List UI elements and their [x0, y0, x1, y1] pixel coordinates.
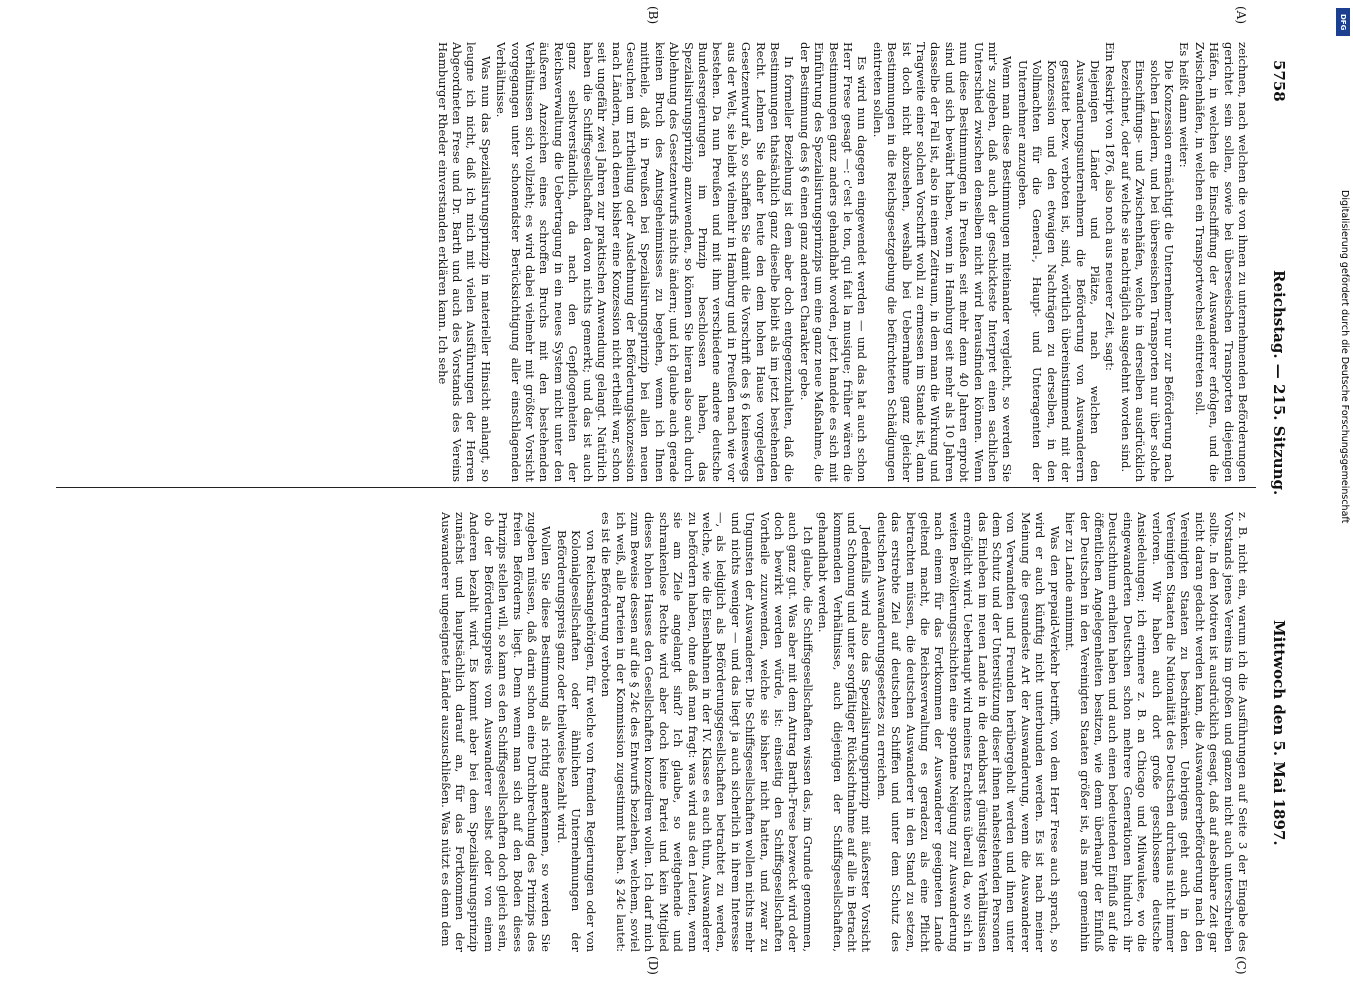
- margin-marker-a: (A): [1234, 6, 1248, 25]
- running-header: [1260, 60, 1288, 940]
- paragraph: Es heißt dann weiter:: [1177, 42, 1192, 168]
- dfg-logo: DFG: [1336, 8, 1350, 36]
- header-right-title: Mittwoch den 5. Mai 1897.: [1270, 620, 1288, 846]
- column-divider: [56, 487, 1256, 488]
- right-text-column: [60, 512, 1250, 952]
- paragraph: Ein Reskript von 1876, also noch aus neuerer Zeit, sagt:: [1103, 42, 1118, 371]
- paragraph: In formeller Beziehung ist dem aber doch entgegenzuhalten, daß die Bestimmungen thatsächlich ganz dieselbe bleibt als im jetzt bestehenden Recht. Lehnen Sie daher heute den dem hohen Hause vorgelegten Gesetzentwurf ab, so schaffen Sie damit die Vorschrift des § 6 keineswegs aus der Welt, sie bleibt vielmehr in Hamburg und in Preußen nach wie vor bestehen. Da nun Preußen und mit ihm verschiedene andere deutsche Bundesregierungen im Prinzip beschlossen haben, das Spezialisirungsprinzip anzuwenden, so können Sie hieran also auch durch Ablehnung des Gesetzentwurfs nichts ändern; und ich glaube auch gerade keinen Bruch des Amtsgeheimnisses zu begehen, wenn ich Ihnen mittheile, daß in Preußen bei Spezialisirungsprinzip bei allen neuen Gesuchen um Ertheilung oder Ausdehnung der Beförderungskonzession nach Ländern, nach denen bisher eine Konzession nicht ertheilt war, schon seit ungefähr zwei Jahren zur praktischen Anwendung gelangt. Natürlich haben die Schiffsgesellschaften davon nichts gemerkt; und das ist auch ganz selbstverständlich, da nach den Gepflogenheiten der Reichsverwaltung die Uebertragung in ein neues System nicht unter den äußeren Anzeichen eines schroffen Bruchs mit den bestehenden Verhältnissen sich vollzieht; es wird dabei vielmehr mit größter Vorsicht vorgegangen unter schonendster Berücksichtigung aller einschlagenden Verhältnisse.: [494, 42, 797, 482]
- paragraph: Was nun das Spezialisirungsprinzip in materieller Hinsicht anlangt, so leugne ich nicht, daß ich mich mit vielen Ausführungen der Herren Abgeordneten Frese und Dr. Barth und auch des Vorstands des Vereins Hamburger Rheder einverstanden erklären kann. Ich sehe: [435, 42, 493, 482]
- page-number: 5758: [1270, 60, 1288, 102]
- credit-text: Digitalisierung gefördert durch die Deutsche Forschungsgemeinschaft: [1339, 190, 1350, 524]
- margin-marker-b: (B): [646, 6, 660, 25]
- quoted-paragraph: von Reichsangehörigen, für welche von fremden Regierungen oder von Kolonialgesellschaften oder ähnlichen Unternehmungen der Beförderungspreis ganz oder theilweise bezahlt wird.: [554, 530, 598, 952]
- paragraph: z. B. nicht ein, warum ich die Ausführungen auf Seite 3 der Eingabe des Vorstands jenes Vereins im großen und ganzen nicht auch unterschreiben sollte. In den Motiven ist ausdrücklich gesagt, daß auf absehbare Zeit gar nicht daran gedacht werden kann, die Auswandererbeförderung nach den Vereinigten Staaten zu beschränken. Uebrigens geht auch in den Vereinigten Staaten die Nationalität des Deutschen durchaus nicht immer verloren. Wir haben auch dort große geschlossene deutsche Ansiedelungen; ich erinnere z. B. an Chicago und Milwaukee, wo die eingewanderten Deutschen schon mehrere Generationen hindurch ihr Deutschthum erhalten haben und auch einen bedeutenden Einfluß auf die öffentlichen Angelegenheiten besitzen, wie denn überhaupt der Einfluß der Deutschen in den Vereinigten Staaten größer ist, als man gemeinhin hier zu Lande annimmt.: [1063, 512, 1250, 952]
- quoted-paragraph: Die Konzession ermächtigt die Unternehmer nur zur Beförderung nach solchen Ländern, und bei überseeischen Transporten nur über solche Einschiffungs- und Zwischenhäfen, welche in derselben ausdrücklich bezeichnet, oder auf welche sie nachträglich ausgedehnt worden sind.: [1118, 60, 1176, 482]
- quoted-paragraph: Diejenigen Länder und Plätze, nach welchen den Auswanderungsunternehmern die Beförderung von Auswanderern gestattet bezw. verboten ist, sind, wörtlich übereinstimmend mit der Konzession und den etwaigen Nachträgen zu derselben, in den Vollmachten für die General-, Haupt- und Unteragenten der Unternehmer anzugeben.: [1015, 60, 1102, 482]
- paragraph: Wenn man diese Bestimmungen miteinander vergleicht, so werden Sie mir's zugeben, daß auch der geschickteste Interpret einen sachlichen Unterschied zwischen denselben nicht wird herausfinden können. Wenn nun diese Bestimmungen in Preußen seit mehr denn 40 Jahren erprobt sind und sich bewährt haben, wenn in Hamburg seit mehr als 10 Jahren dasselbe der Fall ist, also in einem Zeitraum, in dem man die Wirkung und Tragweite einer solchen Vorschrift wohl zu ermessen im Stande ist, dann ist doch nicht abzusehen, weshalb bei Uebernahme ganz gleicher Bestimmungen in die Reichsgesetzgebung die befürchteten Schädigungen eintreten sollen.: [870, 42, 1015, 482]
- left-text-column: [60, 42, 1250, 482]
- paragraph: Was den prepaid-Verkehr betrifft, von dem Herr Frese auch sprach, so wird er auch künftig nicht unterbunden werden. Es ist nach meiner Meinung die gesundeste Art der Auswanderung, wenn die Auswanderer von Verwandten und Freunden herübergeholt werden und ihnen unter dem Schutz und der Unterstützung dieser ihnen nahestehenden Personen das Einleben im neuen Lande in die denkbarst günstigsten Verhältnissen ermöglicht wird. Ueberhaupt wird meines Erachtens überall da, wo sich in weiten Bevölkerungsschichten eine spontane Neigung zur Auswanderung nach einem für das Fortkommen der Auswanderer geeigneten Lande geltend macht, die Reichsverwaltung es geradezu als eine Pflicht betrachten müssen, die deutschen Auswanderer in den Stand zu setzen, das erstrebte Ziel auf deutschen Schiffen und unter dem Schutz des deutschen Auswanderungsgesetzes zu erreichen.: [874, 512, 1062, 952]
- margin-marker-c: (C): [1234, 956, 1248, 975]
- header-left-title: Reichstag. — 215. Sitzung.: [1270, 270, 1288, 496]
- paragraph: Ich glaube, die Schiffsgesellschaften wissen das, im Grunde genommen, auch ganz gut. Was aber mit dem Antrag Barth-Frese bezweckt wird oder doch bewirkt werden würde, ist: einseitig den Schiffsgesellschaften Vortheile zuzuwenden, welche sie bisher nicht hatten, und zwar zu Ungunsten der Auswanderer. Die Schiffsgesellschaften wollen nichts mehr und nichts weniger — und das liegt ja auch sicherlich in ihrem Interesse —, als lediglich als Beförderungsgesellschaften betrachtet zu werden, welche, wie die Eisenbahnen in der IV. Klasse es auch thun, Auswanderer zu befördern haben, ohne daß man fragt: was wird aus den Leuten, wenn sie am Ziele angelangt sind? Ich glaube, so weitgehende und schrankenlose Rechte wird aber doch keine Partei und kein Mitglied dieses hohen Hauses den Gesellschaften konzediren wollen. Ich darf mich zum Beweise dessen auf die § 24c des Entwurfs beziehen, welchem, soviel ich weiß, alle Parteien in der Kommission zugestimmt haben. § 24c lautet: es ist die Beförderung verboten: [599, 512, 815, 952]
- margin-marker-d: (D): [646, 956, 660, 975]
- paragraph: Es wird nun dagegen eingewendet werden — und das hat auch schon Herr Frese gesagt —: c'est le ton, qui fait la musique; früher wären die Bestimmungen ganz anders gehandhabt worden, jetzt handele es sich mit Einführung des Spezialisirungsprinzips um eine ganz neue Maßnahme, die der Bestimmung des § 6 einen ganz anderen Charakter gebe.: [797, 42, 870, 482]
- paragraph: zeichnen, nach welchen die von ihnen zu unternehmenden Beförderungen gerichtet sein sollen, sowie bei überseeischen Transporten diejenigen Häfen, in welchen die Einschiffung der Auswanderer erfolgen, und die Zwischenhäfen, in welchen ein Transportwechsel eintreten soll.: [1192, 42, 1250, 482]
- paragraph: Wollen Sie diese Bestimmung als richtig anerkennen, so werden Sie zugeben müssen, daß darin schon eine Durchbrechung des Prinzips des freien Beförderns liegt. Denn wenn man sich auf den Boden dieses Prinzips stellen will, so kann es den Schiffsgesellschaften doch gleich sein, ob der Beförderungspreis vom Auswanderer selbst oder von einem Anderen bezahlt wird. Es kommt aber bei dem Spezialisirungsprinzip zunächst und hauptsächlich darauf an, für das Fortkommen der Auswanderer ungeeignete Länder auszuschließen. Was nützt es denn dem: [438, 512, 554, 952]
- digitization-credit: [1334, 30, 1352, 960]
- paragraph: Jedenfalls wird also das Spezialisirungsprinzip mit äußerster Vorsicht und Schonung und unter sorgfältiger Rücksichtnahme auf alle in Betracht kommenden Verhältnisse, auch diejenigen der Schiffsgesellschaften, gehandhabt werden.: [816, 512, 874, 952]
